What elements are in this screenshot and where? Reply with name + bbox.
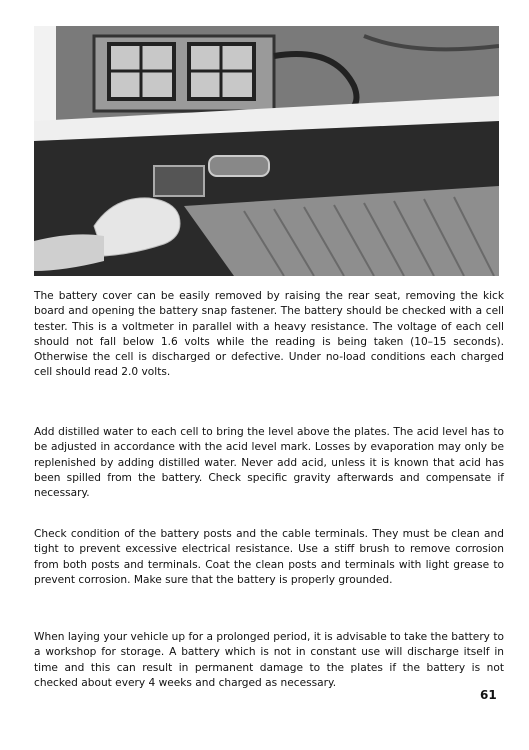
paragraph-battery-posts: Check condition of the battery posts and the cable terminals. They must be clean and tight to prevent excessive electrical resistance. Use a stiff brush to remove corrosion from both posts and terminals. Coat the clean posts and terminals with light grease to prevent corrosion. Make sure that the battery is properly grounded. <box>34 528 504 586</box>
page-number: 61 <box>480 688 497 702</box>
paragraph-battery-cover: The battery cover can be easily removed by raising the rear seat, removing the kick board and opening the battery snap fastener. The battery should be checked with a cell tester. This is a voltmeter in parallel with a heavy resistance. The voltage of each cell should not fall below 1.6 volts while the reading is being taken (10–15 seconds). Otherwise the cell is discharged or defective. Under no-load conditions each charged cell should read 2.0 volts. <box>34 290 504 379</box>
paragraph-storage: When laying your vehicle up for a prolonged period, it is advisable to take the battery to a workshop for storage. A battery which is not in constant use will discharge itself in time and this can result in permanent damage to the plates if the battery is not checked about every 4 weeks and charged as necessary. <box>34 631 504 689</box>
paragraph-distilled-water: Add distilled water to each cell to bring the level above the plates. The acid level has to be adjusted in accordance with the acid level mark. Losses by evaporation may only be replenished by adding distilled water. Never add acid, unless it is known that acid has been spilled from the battery. Check specific gravity afterwards and compensate if necessary. <box>34 426 504 500</box>
battery-photo <box>34 26 499 276</box>
battery-photo-illustration <box>34 26 499 276</box>
